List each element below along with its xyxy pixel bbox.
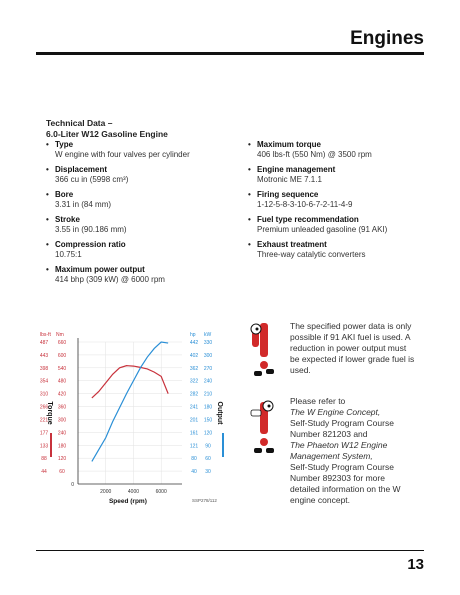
tick-label-lbsft: 44 [41,469,47,476]
figure-code: SSP278/112 [192,498,217,503]
output-axis-title: Output [216,401,223,425]
spec-label: Firing sequence [257,190,319,199]
bullet: • [46,265,49,274]
spec-item [46,190,236,210]
tick-label-nm: 360 [57,404,67,411]
torque-curve [92,366,168,398]
section-heading-line2: 6.0-Liter W12 Gasoline Engine [46,129,168,139]
tick-label-hp: 322 [189,378,199,385]
spec-item [46,165,236,185]
spec-label: Bore [55,190,74,199]
page-number: 13 [407,556,424,573]
output-curve [92,342,168,461]
tick-label-kw: 90 [205,443,211,450]
note-ref-course-1: Self-Study Program Course Number 821203 and [290,418,394,439]
tick-label-kw: 330 [203,340,213,346]
unit-hp: hp [190,332,196,338]
tick-label-nm: 180 [57,443,67,450]
spec-item [248,240,428,260]
bullet: • [46,240,49,249]
tick-label-hp: 40 [191,469,197,476]
chart-svg [36,322,256,512]
tick-label-lbsft: 354 [39,378,49,385]
note-ref-title-1 [290,407,415,418]
tick-label-kw: 60 [205,456,211,463]
x-tick-label: 6000 [155,489,167,495]
spec-value: 414 bhp (309 kW) @ 6000 rpm [55,275,165,284]
spec-item [248,140,428,160]
tick-label-lbsft: 88 [41,456,47,463]
spec-item [248,190,428,210]
spec-value: 406 lbs-ft (550 Nm) @ 3500 rpm [257,150,372,159]
spec-item [46,140,236,160]
tick-label-lbsft: 310 [39,391,49,398]
spec-value: 10.75:1 [55,250,82,259]
tick-label-nm: 420 [57,391,67,398]
note-text: The specified power data is only possible if 91 AKI fuel is used. A reduction in power output must be expected if lower grade fuel is used. [290,321,415,375]
unit-kw: kW [204,332,212,338]
spec-value: Motronic ME 7.1.1 [257,175,322,184]
tick-label-hp: 362 [189,365,199,372]
bullet: • [46,190,49,199]
x-tick-label: 4000 [127,489,140,495]
spec-label: Fuel type recommendation [257,215,359,224]
spec-value: 3.55 in (90.186 mm) [55,225,127,234]
section-heading [46,118,168,140]
tick-label-nm: 660 [57,340,67,346]
tick-label-hp: 241 [189,404,199,411]
tick-label-kw: 150 [203,417,213,424]
tick-label-lbsft: 133 [39,443,49,450]
tick-label-nm: 120 [57,456,67,463]
spec-value: 366 cu in (5998 cm³) [55,175,129,184]
header-rule [36,52,424,55]
spec-item [248,215,428,235]
spec-label: Type [55,140,74,149]
note-reference [238,396,428,516]
note-text [290,396,415,506]
tick-label-nm: 60 [59,469,65,476]
tick-label-hp: 80 [191,456,197,463]
note-ref-italic-2: The Phaeton W12 Engine Management System, [290,440,388,461]
tick-label-hp: 161 [189,430,199,437]
torque-axis-title: Torque [46,401,53,425]
tick-label-kw: 300 [203,352,213,359]
spec-value: Premium unleaded gasoline (91 AKI) [257,225,388,234]
tick-label-lbsft: 398 [39,365,49,372]
specs-right-column [248,140,428,265]
reference-figure-icon [246,396,280,458]
spec-label: Compression ratio [55,240,126,249]
spec-value: 3.31 in (84 mm) [55,200,112,209]
note-fuel-power [238,321,428,381]
tick-label-nm: 600 [57,352,67,359]
spec-item [46,265,236,285]
tick-label-lbsft: 443 [39,352,49,359]
section-heading-line1: Technical Data – [46,118,113,128]
spec-label: Displacement [55,165,108,174]
footer-rule [36,550,424,551]
tick-label-lbsft: 487 [39,340,49,346]
bullet: • [46,140,49,149]
bullet: • [46,215,49,224]
tick-label-nm: 480 [57,378,67,385]
unit-lbsft: lbs-ft [40,332,51,338]
spec-value: Three-way catalytic converters [257,250,366,259]
spec-label: Engine management [257,165,336,174]
x-tick-label: 2000 [100,489,112,495]
bullet: • [248,165,251,174]
tick-label-zero: 0 [71,482,74,488]
spec-label: Maximum power output [55,265,145,274]
tick-label-hp: 402 [189,352,199,359]
bullet: • [248,215,251,224]
unit-nm: Nm [56,332,64,338]
tick-label-nm: 540 [57,365,67,372]
tick-label-nm: 300 [57,417,67,424]
tick-label-lbsft: 266 [39,404,49,411]
attention-figure-icon [246,321,280,383]
bullet: • [248,240,251,249]
tick-label-hp: 282 [189,391,199,398]
spec-value: W engine with four valves per cylinder [55,150,190,159]
tick-label-hp: 121 [189,443,199,450]
tick-label-kw: 120 [203,430,213,437]
tick-label-kw: 30 [205,469,211,476]
page-title: Engines [350,28,424,49]
tick-label-lbsft: 177 [39,430,49,437]
bullet: • [248,190,251,199]
spec-item [248,165,428,185]
note-ref-intro: Please refer to [290,396,346,406]
tick-label-nm: 240 [57,430,67,437]
spec-item [46,215,236,235]
x-axis-title: Speed (rpm) [108,498,147,505]
note-ref-italic-1: The W Engine Concept, [290,407,381,417]
spec-label: Exhaust treatment [257,240,327,249]
spec-label: Stroke [55,215,80,224]
tick-label-hp: 442 [189,340,199,346]
tick-label-kw: 270 [203,365,213,372]
tick-label-hp: 201 [189,417,199,424]
bullet: • [46,165,49,174]
tick-label-kw: 180 [203,404,213,411]
torque-output-chart [36,322,256,512]
spec-label: Maximum torque [257,140,322,149]
tick-label-kw: 240 [203,378,213,385]
bullet: • [248,140,251,149]
spec-item [46,240,236,260]
spec-value: 1-12-5-8-3-10-6-7-2-11-4-9 [257,200,353,209]
note-ref-title-2 [290,440,415,462]
note-ref-course-2: Self-Study Program Course Number 892303 for more detailed information on the W engine concept. [290,462,401,505]
specs-left-column [46,140,236,290]
tick-label-kw: 210 [203,391,213,398]
tick-label-lbsft: 221 [39,417,49,424]
